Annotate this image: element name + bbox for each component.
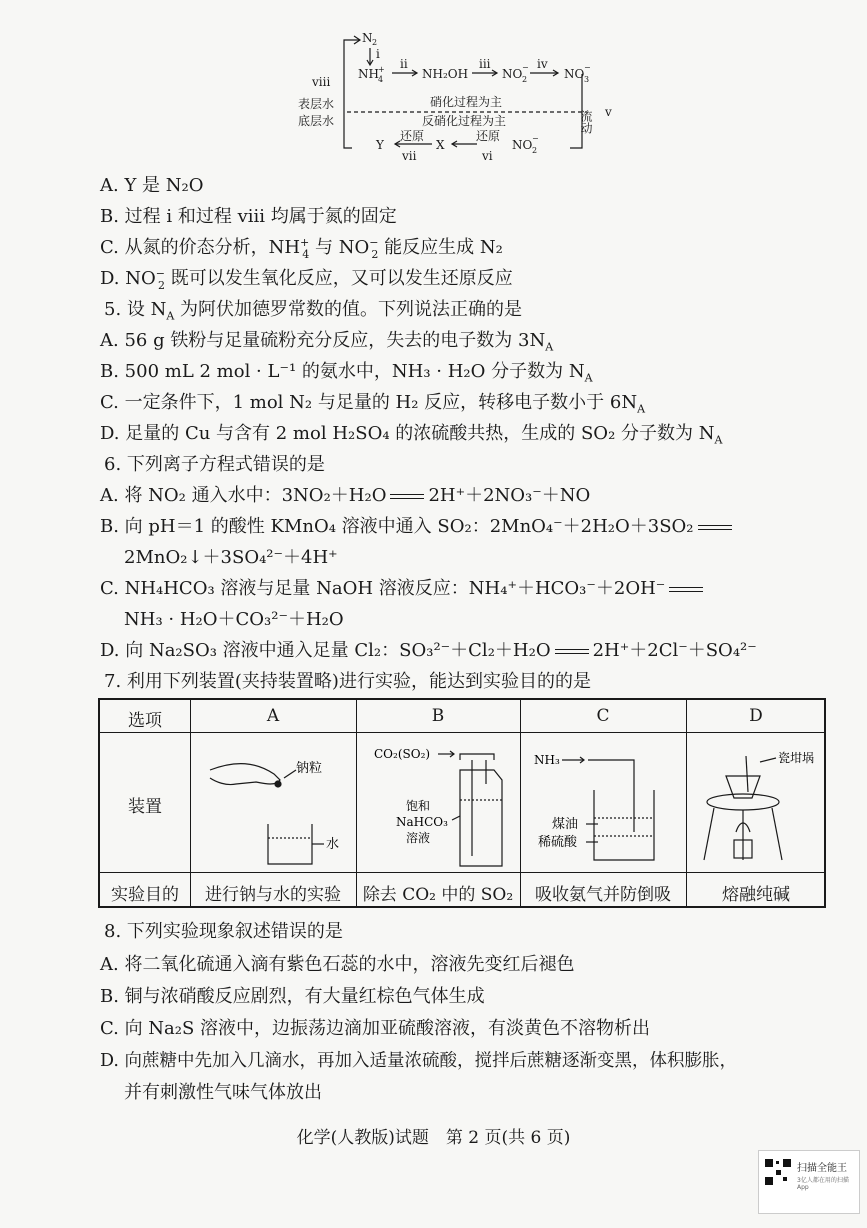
dilute-acid-label: 稀硫酸 bbox=[538, 835, 578, 850]
header-d: D bbox=[749, 706, 763, 726]
sodium-label: 钠粒 bbox=[296, 761, 323, 776]
purpose-d: 熔融纯碱 bbox=[722, 885, 790, 905]
svg-text:−: − bbox=[532, 134, 539, 143]
qr-code-icon bbox=[763, 1157, 793, 1187]
flow-label: 流动 bbox=[579, 110, 593, 134]
svg-text:2: 2 bbox=[532, 146, 538, 155]
solution-label-2: NaHCO₃ bbox=[396, 815, 448, 829]
solution-label-1: 饱和 bbox=[406, 799, 431, 813]
crucible-label: 瓷坩埚 bbox=[778, 751, 815, 765]
purpose-b: 除去 CO₂ 中的 SO₂ bbox=[362, 885, 514, 905]
gas-label: CO₂(SO₂) bbox=[374, 747, 431, 761]
q8-option-b: B. 铜与浓硝酸反应剧烈，有大量红棕色气体生成 bbox=[100, 986, 485, 1007]
step-iv-label: iv bbox=[537, 57, 548, 71]
nitrification-label: 硝化过程为主 bbox=[430, 95, 503, 109]
diagram-y: Y bbox=[376, 138, 384, 152]
ammonia-label: NH₃ bbox=[534, 753, 560, 767]
q5-option-a: A. 56 g 铁粉与足量硫粉充分反应，失去的电子数为 $3N_A$ bbox=[100, 330, 554, 354]
q5-option-d: D. 足量的 Cu 与含有 2 mol H₂SO₄ 的浓硫酸共热，生成的 SO₂ 分子数为 $N_A$ bbox=[100, 423, 723, 447]
diagram-x: X bbox=[436, 138, 445, 152]
q4-option-a: A. Y 是 N₂O bbox=[100, 175, 204, 196]
reduce-label-2: 还原 bbox=[476, 129, 501, 143]
apparatus-c-ammonia-absorber bbox=[524, 740, 684, 870]
header-b: B bbox=[431, 706, 445, 726]
step-iii-label: iii bbox=[479, 57, 491, 71]
denitrification-label: 反硝化过程为主 bbox=[422, 114, 507, 128]
apparatus-a-sodium-water bbox=[196, 740, 352, 870]
q6-option-b-line2: 2MnO₂↓＋3SO₄²⁻＋4H⁺ bbox=[124, 547, 338, 568]
reduce-label-1: 还原 bbox=[400, 129, 425, 143]
q8-option-c: C. 向 Na₂S 溶液中，边振荡边滴加亚硫酸溶液，有淡黄色不溶物析出 bbox=[100, 1018, 651, 1039]
scanner-app-slogan: 3亿人都在用的扫描App bbox=[797, 1177, 849, 1191]
svg-text:2: 2 bbox=[372, 38, 378, 47]
experiment-table bbox=[98, 698, 826, 908]
step-viii-label: viii bbox=[312, 75, 331, 89]
q8-option-a: A. 将二氧化硫通入滴有紫色石蕊的水中，溶液先变红后褪色 bbox=[100, 954, 575, 975]
step-vi-label: vi bbox=[482, 149, 493, 160]
row-purpose-label: 实验目的 bbox=[111, 885, 179, 905]
q8-option-d-line1: D. 向蔗糖中先加入几滴水，再加入适量浓硫酸，搅拌后蔗糖逐渐变黑，体积膨胀， bbox=[100, 1051, 738, 1071]
diagram-nh2oh: NH₂OH bbox=[422, 67, 469, 81]
q4-option-c: C. 从氮的价态分析，$NH^+_4$ 与 $NO^-_2$ 能反应生成 N₂ bbox=[100, 236, 503, 261]
step-i-label: i bbox=[376, 47, 380, 61]
nitrogen-cycle-diagram bbox=[292, 30, 632, 160]
header-a: A bbox=[266, 706, 280, 726]
water-label: 水 bbox=[326, 837, 340, 852]
header-option: 选项 bbox=[128, 711, 162, 731]
header-c: C bbox=[596, 706, 610, 726]
svg-text:+: + bbox=[378, 65, 385, 74]
diagram-no2-top: NO bbox=[502, 67, 523, 81]
row-apparatus-label: 装置 bbox=[128, 797, 162, 817]
scanner-watermark bbox=[758, 1150, 860, 1214]
q5-option-b: B. 500 mL 2 mol · L⁻¹ 的氨水中，NH₃ · H₂O 分子数为 $N_A$ bbox=[100, 361, 593, 385]
diagram-n2: N bbox=[362, 31, 373, 45]
purpose-a: 进行钠与水的实验 bbox=[205, 885, 341, 905]
surface-water-label: 表层水 bbox=[298, 97, 335, 111]
svg-text:−: − bbox=[584, 63, 591, 72]
q8-stem: 8. 下列实验现象叙述错误的是 bbox=[104, 921, 343, 942]
svg-text:−: − bbox=[522, 63, 529, 72]
bottom-water-label: 底层水 bbox=[298, 114, 335, 128]
q6-option-c-line1: C. NH₄HCO₃ 溶液与足量 NaOH 溶液反应：NH₄⁺＋HCO₃⁻＋2OH⁻ bbox=[100, 577, 707, 601]
purpose-c: 吸收氨气并防倒吸 bbox=[535, 885, 671, 905]
scanner-app-name: 扫描全能王 bbox=[797, 1163, 847, 1174]
diagram-no2-bottom: NO bbox=[512, 138, 533, 152]
solution-label-3: 溶液 bbox=[406, 831, 431, 845]
q6-option-c-line2: NH₃ · H₂O＋CO₃²⁻＋H₂O bbox=[124, 609, 344, 630]
svg-text:4: 4 bbox=[378, 75, 384, 84]
q6-stem: 6. 下列离子方程式错误的是 bbox=[104, 454, 325, 475]
q7-stem: 7. 利用下列装置(夹持装置略)进行实验，能达到实验目的的是 bbox=[104, 671, 591, 692]
diagram-nh4: NH bbox=[358, 67, 379, 81]
q5-option-c: C. 一定条件下，1 mol N₂ 与足量的 H₂ 反应，转移电子数小于 $6N_A$ bbox=[100, 392, 646, 416]
diagram-no3: NO bbox=[564, 67, 585, 81]
q6-option-d: D. 向 Na₂SO₃ 溶液中通入足量 Cl₂：SO₃²⁻＋Cl₂＋H₂O 2H⁺＋2Cl⁻＋SO₄²⁻ bbox=[100, 640, 757, 661]
q6-option-b-line1: B. 向 pH＝1 的酸性 KMnO₄ 溶液中通入 SO₂：2MnO₄⁻＋2H₂O＋3SO₂ bbox=[100, 515, 736, 539]
svg-text:3: 3 bbox=[584, 75, 590, 84]
step-vii-label: vii bbox=[402, 149, 417, 160]
step-ii-label: ii bbox=[400, 57, 408, 71]
apparatus-d-crucible-stand bbox=[690, 736, 826, 872]
kerosene-label: 煤油 bbox=[552, 817, 579, 832]
q8-option-d-line2: 并有刺激性气味气体放出 bbox=[124, 1082, 322, 1103]
q4-option-b: B. 过程 i 和过程 viii 均属于氮的固定 bbox=[100, 206, 397, 227]
q5-stem: 5. 设 $N_A$ 为阿伏加德罗常数的值。下列说法正确的是 bbox=[104, 299, 523, 323]
page-footer: 化学(人教版)试题 第 2 页(共 6 页) bbox=[296, 1128, 571, 1148]
svg-text:2: 2 bbox=[522, 75, 528, 84]
q4-option-d: D. $NO^-_2$ 既可以发生氧化反应，又可以发生还原反应 bbox=[100, 267, 513, 292]
step-v-label: v bbox=[605, 105, 612, 119]
apparatus-b-gas-washer bbox=[360, 740, 518, 870]
q6-option-a: A. 将 NO₂ 通入水中：3NO₂＋H₂O 2H⁺＋2NO₃⁻＋NO bbox=[100, 485, 591, 506]
